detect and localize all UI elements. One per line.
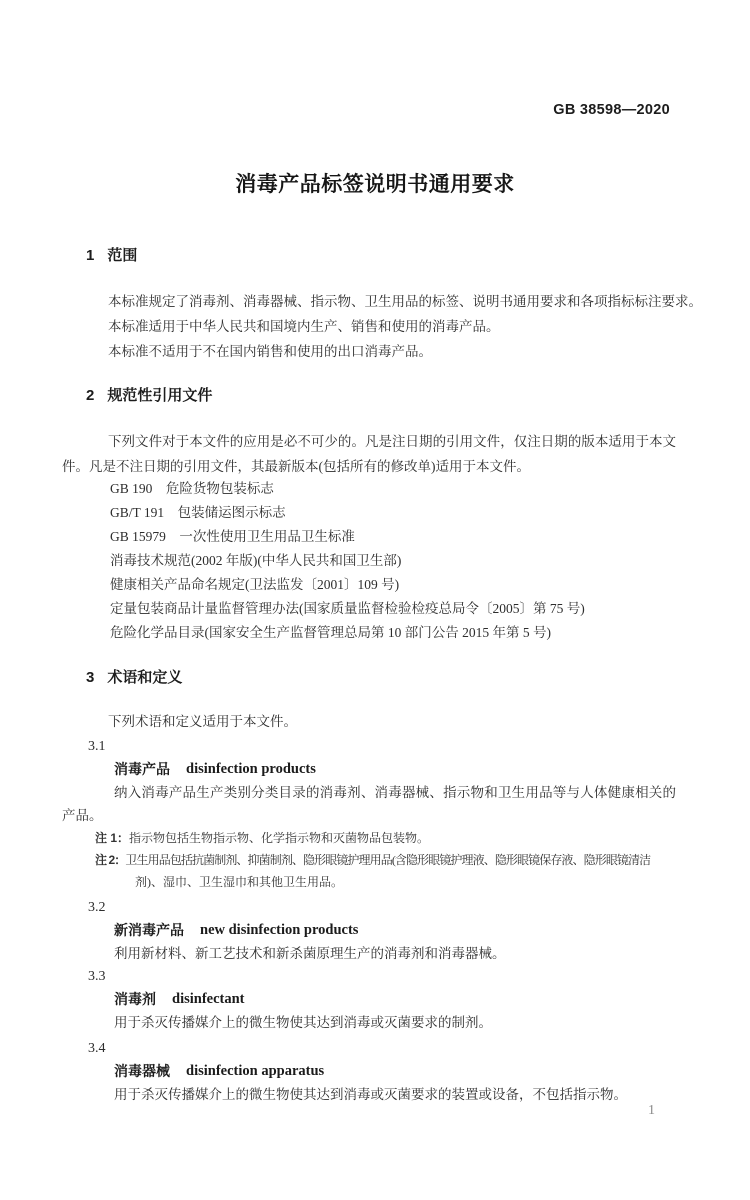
- section-heading-terms-definitions: [86, 669, 182, 687]
- reference-item: 危险化学品目录(国家安全生产监督管理总局第 10 部门公告 2015 年第 5 号): [110, 625, 551, 640]
- reference-item: GB/T 191 包装储运图示标志: [110, 505, 286, 520]
- term-definition: [62, 781, 676, 827]
- note-text: 卫生用品包括抗菌制剂、抑菌制剂、隐形眼镜护理用品(含隐形眼镜护理液、隐形眼镜保存液、隐形眼镜清洁: [125, 853, 651, 867]
- scope-paragraphs: [62, 289, 702, 364]
- section-number: 3: [86, 669, 95, 686]
- paragraph: 下列术语和定义适用于本文件。: [108, 714, 297, 729]
- reference-list: [110, 477, 676, 645]
- note-label: 注 2：: [95, 853, 126, 867]
- term-note-2-continued: 剂)、湿巾、卫生湿巾和其他卫生用品。: [135, 875, 343, 889]
- normative-references-intro: [62, 429, 676, 479]
- term-id: 3.4: [88, 1041, 106, 1056]
- paragraph: 本标准规定了消毒剂、消毒器械、指示物、卫生用品的标签、说明书通用要求和各项指标标注要求。: [108, 294, 702, 309]
- definition-line: 纳入消毒产品生产类别分类目录的消毒剂、消毒器械、指示物和卫生用品等与人体健康相关的: [114, 785, 676, 800]
- term-name: [62, 988, 676, 1011]
- section-title: 规范性引用文件: [107, 387, 213, 404]
- document-title: 消毒产品标签说明书通用要求: [235, 173, 515, 196]
- term-name-en: disinfectant: [172, 991, 245, 1007]
- terms-intro: [62, 709, 676, 734]
- definition-line: 利用新材料、新工艺技术和新杀菌原理生产的消毒剂和消毒器械。: [114, 946, 506, 961]
- definition-line: 产品。: [62, 808, 103, 823]
- definition-line: 用于杀灭传播媒介上的微生物使其达到消毒或灭菌要求的装置或设备，不包括指示物。: [114, 1087, 627, 1102]
- section-title: 术语和定义: [107, 669, 183, 686]
- section-heading-scope: [86, 247, 137, 265]
- term-name-zh: 消毒产品: [114, 761, 170, 777]
- term-id: 3.3: [88, 969, 106, 984]
- term-name-en: disinfection apparatus: [186, 1063, 325, 1079]
- section-number: 1: [86, 247, 95, 264]
- term-name-en: new disinfection products: [200, 922, 359, 938]
- term-note-1: [95, 827, 676, 849]
- term-name: [62, 1060, 676, 1083]
- term-id: 3.2: [88, 900, 106, 915]
- paragraph-line: 下列文件对于本文件的应用是必不可少的。凡是注日期的引用文件，仅注日期的版本适用于本文: [108, 434, 676, 449]
- term-entry-3-1: [62, 735, 676, 893]
- term-name: [62, 919, 676, 942]
- term-name: [62, 758, 676, 781]
- term-entry-3-4: [62, 1037, 676, 1106]
- term-id: 3.1: [88, 739, 106, 754]
- paragraph: 本标准适用于中华人民共和国境内生产、销售和使用的消毒产品。: [108, 319, 500, 334]
- reference-item: GB 15979 一次性使用卫生用品卫生标准: [110, 529, 355, 544]
- page-number: 1: [648, 1103, 655, 1118]
- section-title: 范围: [107, 247, 138, 264]
- term-definition: [62, 1083, 676, 1106]
- section-heading-normative-references: [86, 387, 212, 405]
- note-label: 注 1：: [95, 831, 130, 845]
- term-name-zh: 消毒器械: [114, 1063, 170, 1079]
- reference-item: 定量包装商品计量监督管理办法(国家质量监督检验检疫总局令〔2005〕第 75 号): [110, 601, 585, 616]
- term-note-2: [95, 849, 676, 871]
- term-name-zh: 新消毒产品: [114, 922, 184, 938]
- reference-item: 健康相关产品命名规定(卫法监发〔2001〕109 号): [110, 577, 400, 592]
- term-definition: [62, 1011, 676, 1034]
- term-name-zh: 消毒剂: [114, 991, 156, 1007]
- term-name-en: disinfection products: [186, 761, 316, 777]
- term-entry-3-3: [62, 965, 676, 1034]
- note-text: 指示物包括生物指示物、化学指示物和灭菌物品包装物。: [129, 831, 430, 845]
- term-definition: [62, 942, 676, 965]
- section-number: 2: [86, 387, 95, 404]
- paragraph: 本标准不适用于不在国内销售和使用的出口消毒产品。: [108, 344, 432, 359]
- term-entry-3-2: [62, 896, 676, 965]
- paragraph-line: 件。凡是不注日期的引用文件，其最新版本(包括所有的修改单)适用于本文件。: [62, 459, 530, 474]
- reference-item: GB 190 危险货物包装标志: [110, 481, 274, 496]
- definition-line: 用于杀灭传播媒介上的微生物使其达到消毒或灭菌要求的制剂。: [114, 1015, 492, 1030]
- standard-number: GB 38598—2020: [553, 102, 670, 118]
- reference-item: 消毒技术规范(2002 年版)(中华人民共和国卫生部): [110, 553, 402, 568]
